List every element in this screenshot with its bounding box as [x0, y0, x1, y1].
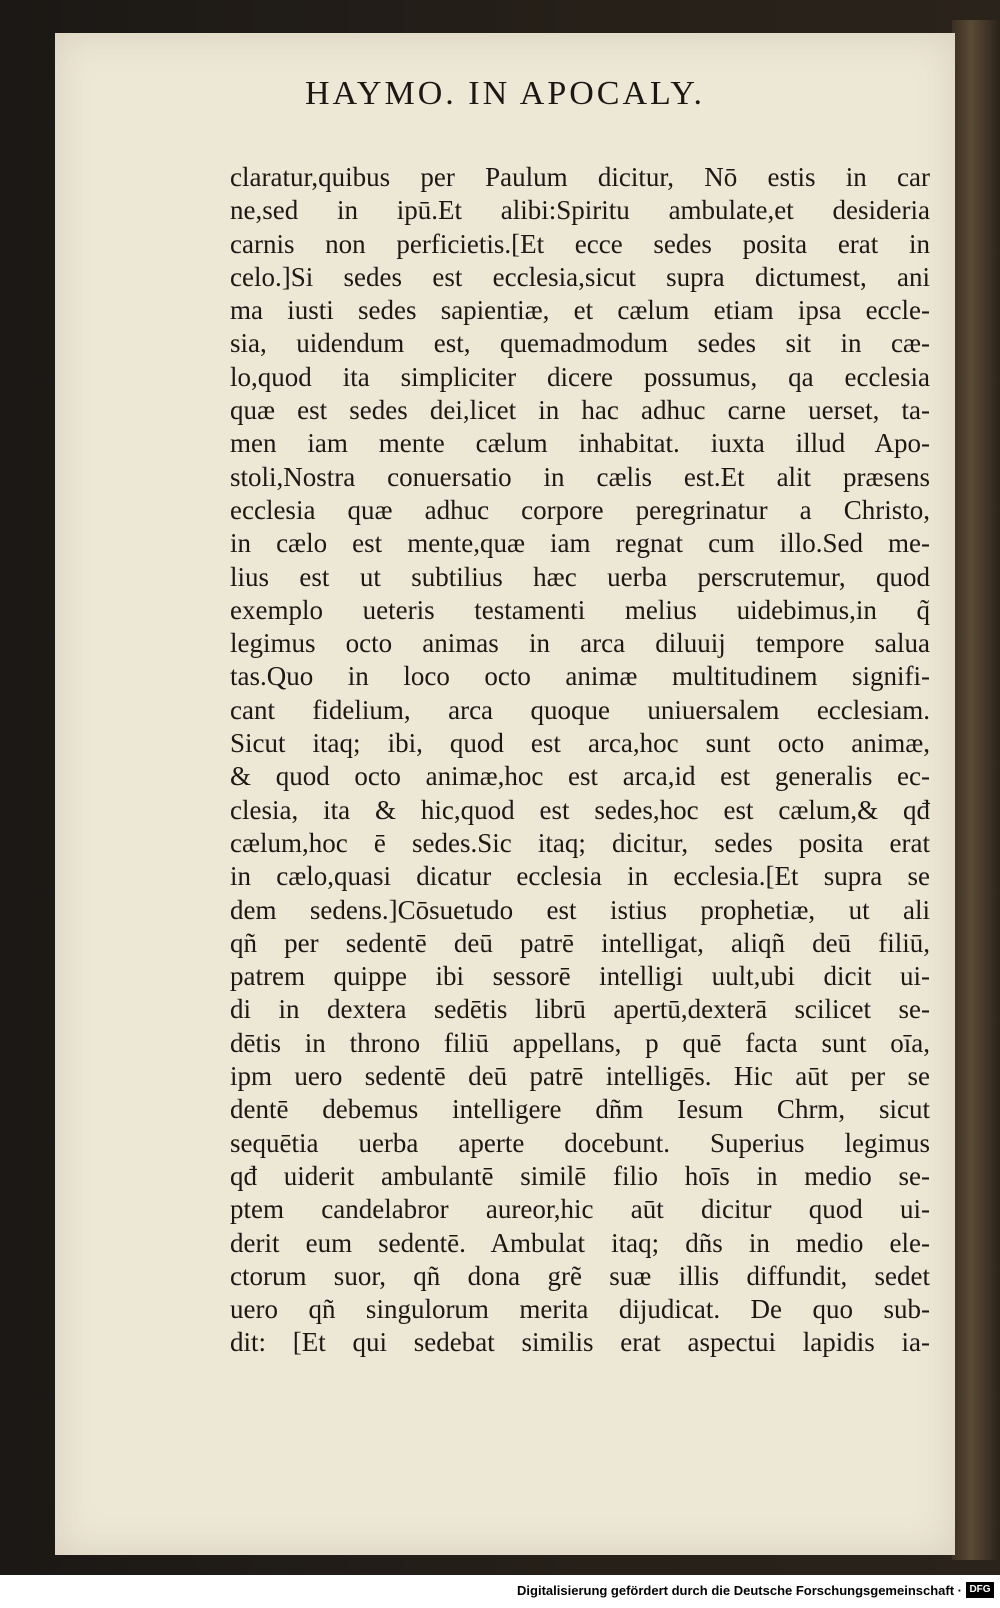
text-line: tas.Quo in loco octo animæ multitudinem signifi-: [230, 661, 930, 692]
text-line: men iam mente cælum inhabitat. iuxta illud Apo-: [230, 428, 930, 459]
text-line: & quod octo animæ,hoc est arca,id est generalis ec-: [230, 761, 930, 792]
text-line: dem sedens.]Cōsuetudo est istius prophetiæ, ut ali: [230, 894, 930, 925]
text-line: cælum,hoc ē sedes.Sic itaq; dicitur, sedes posita erat: [230, 827, 930, 858]
text-line: ipm uero sedentē deū patrē intelligēs. Hic aūt per se: [230, 1061, 930, 1092]
text-line: Sicut itaq; ibi, quod est arca,hoc sunt octo animæ,: [230, 728, 930, 759]
text-line: lo,quod ita simpliciter dicere possumus, qa ecclesia: [230, 361, 930, 392]
text-line: patrem quippe ibi sessorē intelligi uult,ubi dicit ui-: [230, 961, 930, 992]
footer-credit: Digitalisierung gefördert durch die Deutsche Forschungsgemeinschaft ·: [517, 1583, 962, 1598]
text-line: sequētia uerba aperte docebunt. Superius legimus: [230, 1127, 930, 1158]
text-line: claratur,quibus per Paulum dicitur, Nō estis in car: [230, 162, 930, 192]
text-line: ma iusti sedes sapientiæ, et cælum etiam ipsa eccle-: [230, 295, 930, 326]
text-line: carnis non perficietis.[Et ecce sedes posita erat in: [230, 228, 930, 259]
text-line: exemplo ueteris testamenti melius uidebimus,in q̃: [230, 594, 930, 625]
book-edge: [952, 20, 1000, 1560]
footer-bar: [0, 1575, 1000, 1608]
text-line: legimus octo animas in arca diluuij tempore salua: [230, 628, 930, 659]
running-head: HAYMO. IN APOCALY.: [304, 75, 706, 112]
text-line: stoli,Nostra conuersatio in cælis est.Et alit præsens: [230, 461, 930, 492]
text-line: sia, uidendum est, quemadmodum sedes sit in cæ-: [230, 328, 930, 359]
text-line: dētis in throno filiū appellans, p quē facta sunt oīa,: [230, 1027, 930, 1058]
text-line: in cælo est mente,quæ iam regnat cum illo.Sed me-: [230, 528, 930, 559]
text-line: quæ est sedes dei,licet in hac adhuc carne uerset, ta-: [230, 395, 930, 426]
text-line: uero qñ singulorum merita dijudicat. De quo sub-: [230, 1294, 930, 1325]
text-line: ecclesia quæ adhuc corpore peregrinatur a Christo,: [230, 494, 930, 525]
text-line: celo.]Si sedes est ecclesia,sicut supra dictumest, ani: [230, 261, 930, 292]
text-line: clesia, ita & hic,quod est sedes,hoc est cælum,& qđ: [230, 794, 930, 825]
text-line: di in dextera sedētis librū apertū,dexterā scilicet se-: [230, 994, 930, 1025]
text-line: ctorum suor, qñ dona grẽ suæ illis diffundit, sedet: [230, 1260, 930, 1291]
text-line: lius est ut subtilius hæc uerba perscrutemur, quod: [230, 561, 930, 592]
text-line: ptem candelabror aureor,hic aūt dicitur quod ui-: [230, 1194, 930, 1225]
text-line: ne,sed in ipū.Et alibi:Spiritu ambulate,et desideria: [230, 195, 930, 226]
text-line: cant fidelium, arca quoque uniuersalem ecclesiam.: [230, 694, 930, 725]
text-line: qñ per sedentē deū patrē intelligat, aliqñ deū filiū,: [230, 927, 930, 958]
text-line: dit: [Et qui sedebat similis erat aspectui lapidis ia-: [230, 1327, 930, 1358]
text-line: derit eum sedentē. Ambulat itaq; dñs in medio ele-: [230, 1227, 930, 1258]
body-text: [230, 161, 930, 1360]
dfg-logo: DFG: [966, 1582, 994, 1598]
text-line: in cælo,quasi dicatur ecclesia in ecclesia.[Et supra se: [230, 861, 930, 892]
text-line: qđ uiderit ambulantē similē filio hoīs in medio se-: [230, 1160, 930, 1191]
text-line: dentē debemus intelligere dñm Iesum Chrm, sicut: [230, 1094, 930, 1125]
book-page: [55, 33, 955, 1555]
